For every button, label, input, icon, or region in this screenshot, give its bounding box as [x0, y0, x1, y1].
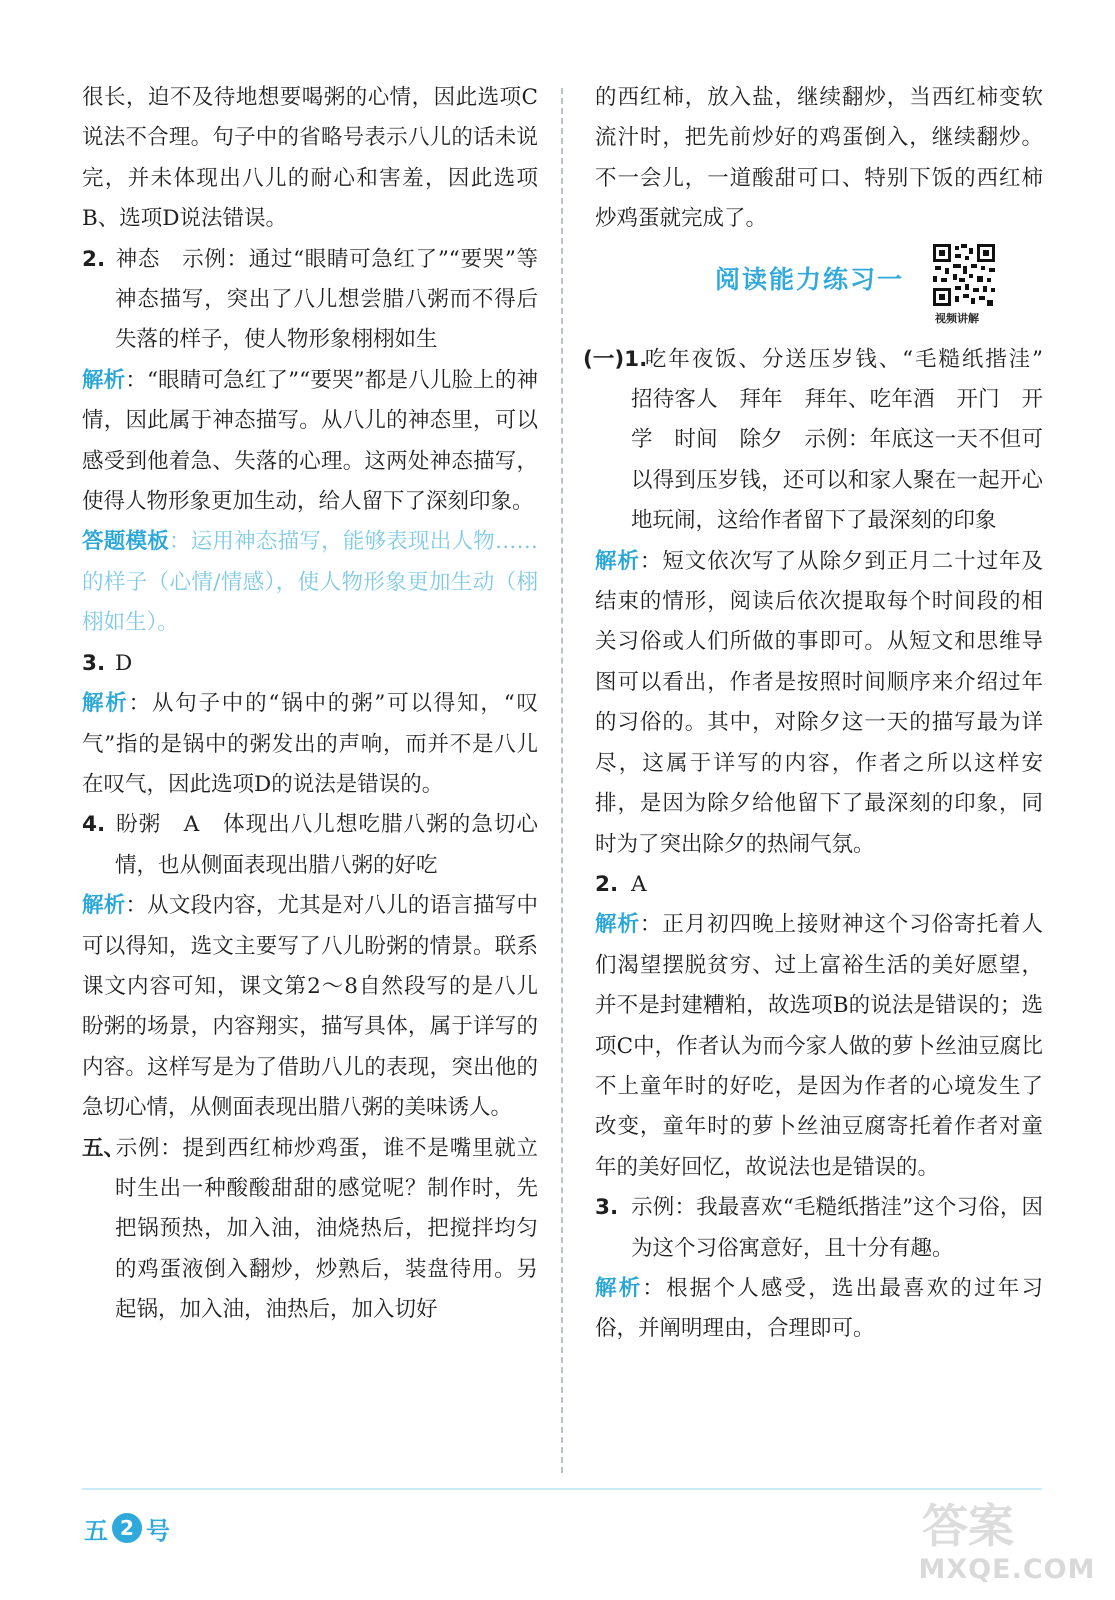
- badge-left: 五: [84, 1516, 108, 1545]
- page-number: 2: [112, 1513, 142, 1543]
- analysis-2: [82, 361, 538, 523]
- column-divider: [561, 88, 563, 1473]
- qr-code-icon[interactable]: [931, 242, 997, 308]
- answer-g2: [595, 865, 1043, 905]
- footer-rule: [82, 1488, 1042, 1490]
- template-2: [82, 522, 538, 643]
- section-5: [82, 1129, 538, 1331]
- template-text: ：运用神态描写，能够表现出人物……的样子（心情/情感），使人物形象更加生动（栩栩如生）。: [82, 529, 538, 636]
- section-heading: [595, 240, 1043, 340]
- right-column: [583, 78, 1065, 1350]
- left-column: [82, 78, 538, 1331]
- answer-3: [82, 644, 538, 684]
- analysis-label: 解析: [82, 893, 126, 919]
- answer-group-1: [583, 340, 1065, 542]
- analysis-label: 解析: [82, 691, 129, 717]
- answer-number: (一)1.: [583, 346, 648, 372]
- analysis-label: 解析: [595, 1275, 643, 1301]
- answer-text: 示例：我最喜欢“毛糙纸揩洼”这个习俗，因为这个习俗寓意好，且十分有趣。: [631, 1195, 1043, 1261]
- analysis-text: ：从句子中的“锅中的粥”可以得知，“叹气”指的是锅中的粥发出的声响，而并不是八儿在叹气，因此选项D的说法是错误的。: [82, 691, 538, 797]
- analysis-label: 解析: [595, 548, 640, 574]
- analysis-g2: [595, 905, 1043, 1188]
- answer-number: 3.: [82, 650, 106, 676]
- section-title: 阅读能力练习一: [715, 264, 905, 294]
- analysis-g1: [595, 542, 1043, 865]
- analysis-label: 解析: [82, 367, 126, 393]
- analysis-g3: [595, 1269, 1043, 1350]
- analysis-3: [82, 684, 538, 805]
- analysis-text: ：短文依次写了从除夕到正月二十过年及结束的情形，阅读后依次提取每个时间段的相关习俗或人们所做的事即可。从短文和思维导图可以看出，作者是按照时间顺序来介绍过年的习俗的。其中，对除夕这一天的描写最为详尽，这属于详写的内容，作者之所以这样安排，是因为除夕给他留下了最深刻的印象，同时为了突出除夕的热闹气氛。: [595, 548, 1043, 857]
- analysis-text: ：“眼睛可急红了”“要哭”都是八儿脸上的神情，因此属于神态描写。从八儿的神态里，可以感受到他着急、失落的心理。这两处神态描写，使得人物形象更加生动，给人留下了深刻印象。: [82, 367, 538, 515]
- answer-text: A: [631, 871, 647, 897]
- page-badge: [84, 1508, 170, 1548]
- answer-number: 2.: [595, 871, 619, 897]
- answer-text: 神态 示例：通过“眼睛可急红了”“要哭”等神态描写，突出了八儿想尝腊八粥而不得后失落的样子，使人物形象栩栩如生: [115, 246, 538, 353]
- watermark-url: MXQE.COM: [918, 1554, 1096, 1585]
- analysis-4: [82, 886, 538, 1128]
- answer-g3: [595, 1188, 1043, 1269]
- answer-number: 3.: [595, 1195, 619, 1221]
- answer-text: D: [115, 650, 133, 676]
- answer-number: 4.: [82, 812, 106, 838]
- continued-text: 的西红柿，放入盐，继续翻炒，当西红柿变软流汁时，把先前炒好的鸡蛋倒入，继续翻炒。不一会儿，一道酸甜可口、特别下饭的西红柿炒鸡蛋就完成了。: [595, 85, 1043, 232]
- badge-right: 号: [146, 1516, 170, 1545]
- answer-text: 盼粥 A 体现出八儿想吃腊八粥的急切心情，也从侧面表现出腊八粥的好吃: [115, 812, 538, 878]
- analysis-text: ：正月初四晚上接财神这个习俗寄托着人们渴望摆脱贫穷、过上富裕生活的美好愿望，并不是封建糟粕，故选项B的说法是错误的；选项C中，作者认为而今家人做的萝卜丝油豆腐比不上童年时的好吃，是因为作者的心境发生了改变，童年时的萝卜丝油豆腐寄托着作者对童年的美好回忆，故说法也是错误的。: [595, 912, 1043, 1180]
- qr-label: 视频讲解: [935, 311, 979, 325]
- section-text: 示例：提到西红柿炒鸡蛋，谁不是嘴里就立时生出一种酸酸甜甜的感觉呢？制作时，先把锅预热，加入油，油烧热后，把搅拌均匀的鸡蛋液倒入翻炒，炒熟后，装盘待用。另起锅，加入油，油热后，加入切好: [115, 1135, 538, 1323]
- template-label: 答题模板: [82, 529, 169, 555]
- answer-number: 2.: [82, 246, 106, 272]
- answer-4: [82, 805, 538, 886]
- answer-2: [82, 240, 538, 361]
- analysis-text: ：根据个人感受，选出最喜欢的过年习俗，并阐明理由，合理即可。: [595, 1275, 1043, 1342]
- continued-text: 很长，迫不及待地想要喝粥的心情，因此选项C说法不合理。句子中的省略号表示八儿的话未说完，并未体现出八儿的耐心和害羞，因此选项B、选项D说法错误。: [82, 85, 538, 232]
- watermark: [912, 1490, 1102, 1590]
- answer-text: 吃年夜饭、分送压岁钱、“毛糙纸揩洼” 招待客人 拜年 拜年、吃年酒 开门 开学 时间 除夕 示例：年底这一天不但可以得到压岁钱，还可以和家人聚在一起开心地玩闹，这给作者留下了最深刻的印象: [631, 346, 1065, 534]
- analysis-label: 解析: [595, 912, 640, 938]
- analysis-text: ：从文段内容，尤其是对八儿的语言描写中可以得知，选文主要写了八儿盼粥的情景。联系课文内容可知，课文第2～8自然段写的是八儿盼粥的场景，内容翔实，描写具体，属于详写的内容。这样写是为了借助八儿的表现，突出他的急切心情，从侧面表现出腊八粥的美味诱人。: [82, 893, 538, 1121]
- watermark-logo: 答案: [922, 1499, 1014, 1553]
- section-number: 五、: [82, 1135, 126, 1161]
